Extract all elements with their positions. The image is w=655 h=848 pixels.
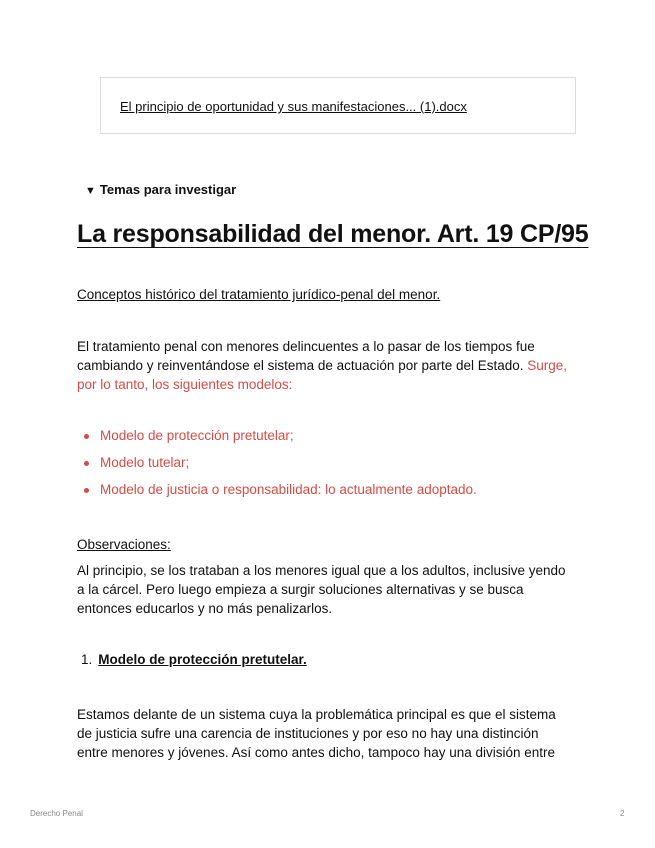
models-list [77, 426, 477, 507]
observaciones-line: entonces educarlos y no más penalizarlos. [77, 601, 333, 616]
intro-line-2 [77, 356, 567, 375]
closing-line: Estamos delante de un sistema cuya la problemática principal es que el sistema [77, 707, 556, 722]
toggle-label: Temas para investigar [99, 182, 237, 197]
list-number: 1. [81, 652, 93, 667]
intro-line-3: por lo tanto, los siguientes modelos: [77, 377, 293, 392]
list-item: Modelo tutelar; [100, 453, 477, 472]
footer-title: Derecho Penal [30, 809, 83, 818]
list-item: Modelo de protección pretutelar; [100, 426, 477, 445]
closing-line: de justicia sufre una carencia de instituciones y por eso no hay una distinción [77, 726, 539, 741]
attachment-link[interactable]: El principio de oportunidad y sus manifestaciones... (1).docx [120, 99, 467, 114]
toggle-block[interactable] [85, 182, 236, 197]
subheading: Conceptos histórico del tratamiento jurídico-penal del menor. [77, 287, 441, 302]
intro-line-1: El tratamiento penal con menores delincuentes a lo pasar de los tiempos fue [77, 339, 535, 354]
observaciones-label: Observaciones: [77, 537, 171, 552]
observaciones-line: a la cárcel. Pero luego empieza a surgir soluciones alternativas y se busca [77, 582, 524, 597]
triangle-down-icon[interactable]: ▼ [85, 185, 96, 197]
closing-line: entre menores y jóvenes. Así como antes dicho, tampoco hay una división entre [77, 745, 556, 760]
file-attachment-card[interactable] [100, 77, 576, 134]
intro-line-2-highlight: Surge, [527, 358, 568, 373]
numbered-heading [81, 650, 307, 669]
observaciones-line: Al principio, se los trataban a los menores igual que a los adultos, inclusive yendo [77, 563, 566, 578]
intro-line-2-text: cambiando y reinventándose el sistema de actuación por parte del Estado. [77, 358, 528, 373]
page-number: 2 [620, 809, 625, 818]
section-title: Modelo de protección pretutelar. [98, 652, 307, 667]
page-heading: La responsabilidad del menor. Art. 19 CP/95 [77, 220, 589, 248]
list-item: Modelo de justicia o responsabilidad: lo actualmente adoptado. [100, 482, 477, 497]
